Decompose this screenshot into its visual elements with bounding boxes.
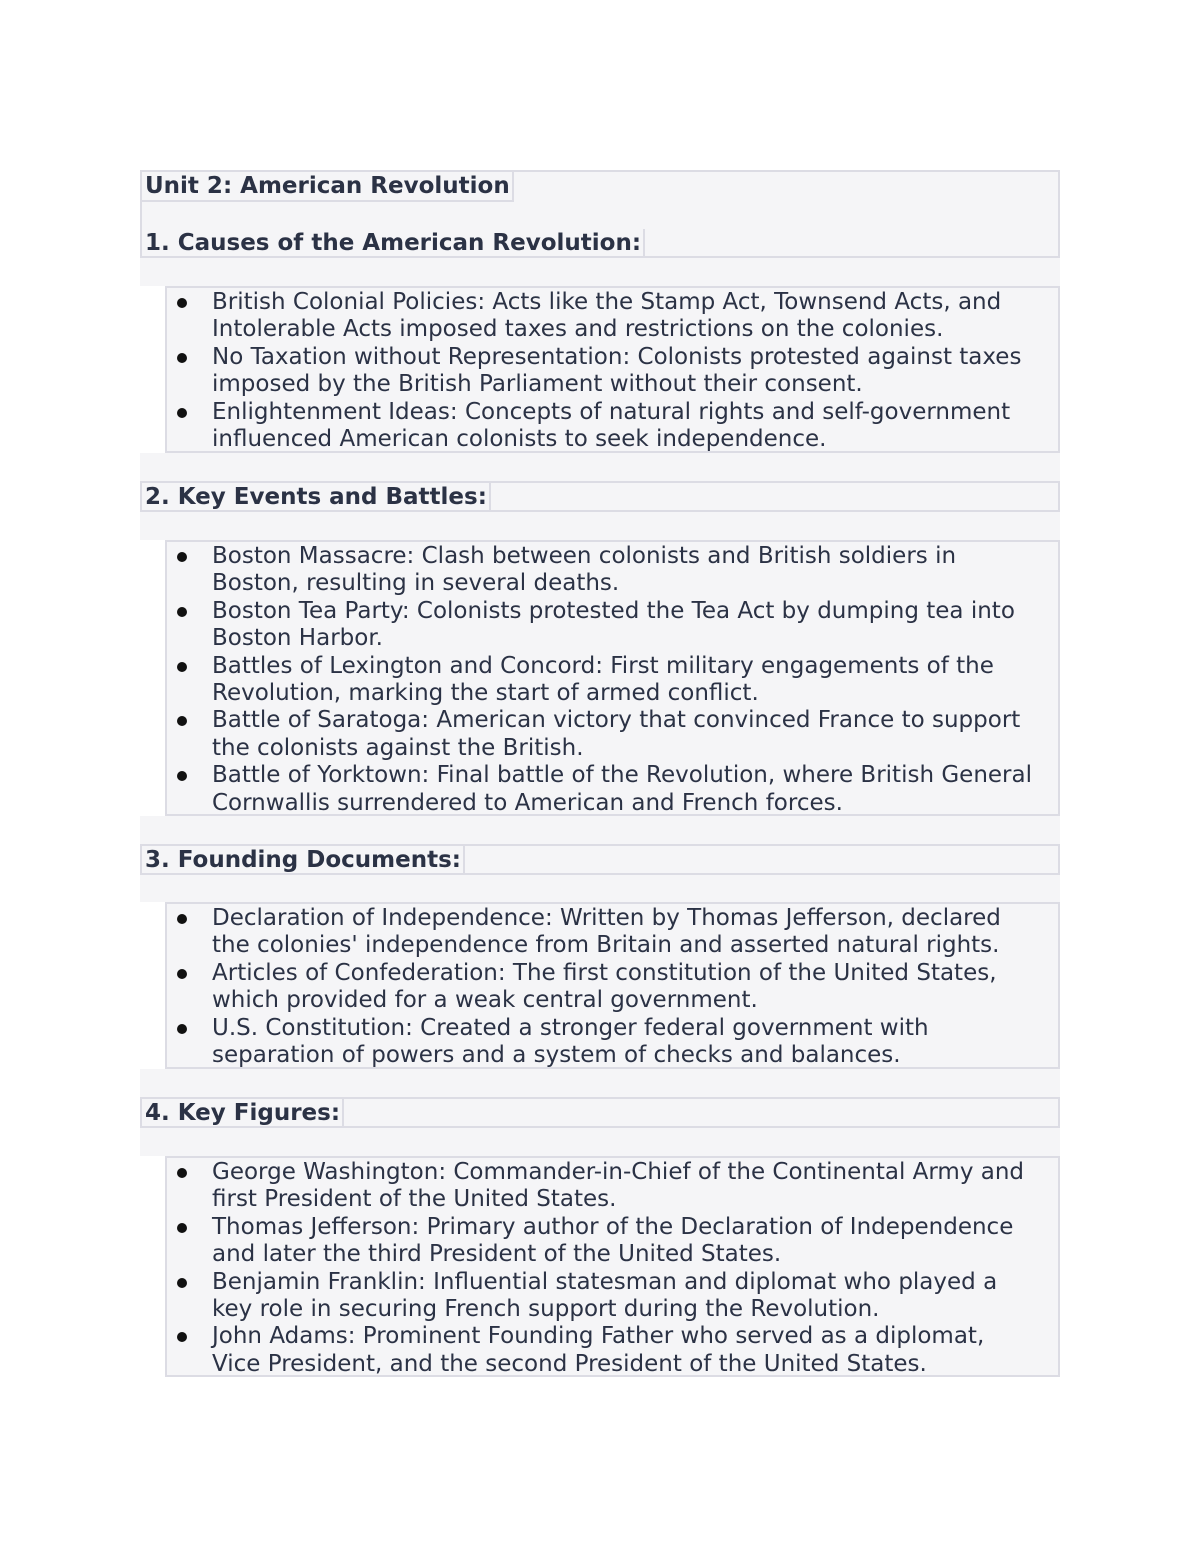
bullet-icon	[177, 771, 187, 781]
document-title: Unit 2: American Revolution	[142, 172, 514, 202]
list-item-line: U.S. Constitution: Created a stronger federal government with	[212, 1014, 929, 1041]
spacer-band	[140, 875, 1060, 902]
list-item	[167, 344, 1058, 399]
list-item	[167, 707, 1058, 762]
section-heading-documents: 3. Founding Documents:	[142, 846, 465, 876]
spacer-band	[140, 453, 1060, 481]
section-heading-events: 2. Key Events and Battles:	[142, 483, 491, 513]
list-item	[167, 653, 1058, 708]
list-item-line: Articles of Confederation: The first constitution of the United States,	[212, 959, 997, 986]
list-item-line: Boston Massacre: Clash between colonists and British soldiers in	[212, 543, 957, 569]
bullet-icon	[177, 914, 187, 924]
list-item-line: the colonists against the British.	[212, 734, 584, 761]
list-item-line: the colonies' independence from Britain and asserted natural rights.	[212, 932, 1000, 959]
list-item	[167, 598, 1058, 653]
spacer-band	[140, 512, 1060, 540]
list-item-line: Boston, resulting in several deaths.	[212, 570, 620, 597]
list-item-line: Enlightenment Ideas: Concepts of natural rights and self-government	[212, 398, 1011, 425]
list-item	[167, 1269, 1058, 1324]
list-item-line: Battle of Saratoga: American victory that convinced France to support	[212, 707, 1021, 734]
list-item	[167, 1015, 1058, 1070]
list-item-line: which provided for a weak central government.	[212, 987, 758, 1014]
spacer-band	[140, 258, 1060, 286]
bullet-icon	[177, 1024, 187, 1034]
bullet-icon	[177, 662, 187, 672]
list-item-line: Boston Harbor.	[212, 625, 383, 652]
list-item-line: Cornwallis surrendered to American and French forces.	[212, 789, 843, 816]
list-item	[167, 1323, 1058, 1378]
section-heading-row	[140, 844, 1060, 875]
list-item-line: Benjamin Franklin: Influential statesman and diplomat who played a	[212, 1268, 998, 1295]
list-item-line: influenced American colonists to seek independence.	[212, 426, 827, 453]
list-item	[167, 399, 1058, 454]
bullet-icon	[177, 1332, 187, 1342]
list-item-line: Thomas Jefferson: Primary author of the Declaration of Independence	[212, 1213, 1014, 1240]
list-item-line: imposed by the British Parliament without their consent.	[212, 371, 863, 398]
spacer-band	[140, 1128, 1060, 1156]
list-item-line: No Taxation without Representation: Colonists protested against taxes	[212, 343, 1022, 370]
list-item	[167, 762, 1058, 817]
section-heading-figures: 4. Key Figures:	[142, 1099, 344, 1129]
list-item-line: Battles of Lexington and Concord: First military engagements of the	[212, 652, 994, 679]
list-item-line: key role in securing French support during the Revolution.	[212, 1296, 880, 1323]
list-item-line: Revolution, marking the start of armed conflict.	[212, 680, 759, 707]
section-heading-row	[140, 1097, 1060, 1128]
bullet-icon	[177, 1278, 187, 1288]
list-item-line: separation of powers and a system of checks and balances.	[212, 1042, 901, 1069]
bullet-icon	[177, 969, 187, 979]
spacer-band	[140, 1069, 1060, 1097]
list-item-line: Declaration of Independence: Written by Thomas Jefferson, declared	[212, 905, 1001, 931]
list-item	[167, 1159, 1058, 1214]
spacer-band	[140, 816, 1060, 844]
bullet-icon	[177, 607, 187, 617]
list-item-line: Battle of Yorktown: Final battle of the Revolution, where British General	[212, 762, 1032, 789]
list-item	[167, 1214, 1058, 1269]
bullet-icon	[177, 1168, 187, 1178]
figures-list	[165, 1156, 1060, 1377]
list-item	[167, 905, 1058, 960]
bullet-icon	[177, 353, 187, 363]
list-item-line: first President of the United States.	[212, 1186, 617, 1213]
section-heading-causes: 1. Causes of the American Revolution:	[142, 229, 645, 259]
list-item-line: George Washington: Commander-in-Chief of the Continental Army and	[212, 1159, 1025, 1185]
bullet-icon	[177, 1223, 187, 1233]
bullet-icon	[177, 716, 187, 726]
causes-list	[165, 286, 1060, 453]
list-item-line: John Adams: Prominent Founding Father who served as a diplomat,	[212, 1323, 985, 1350]
list-item	[167, 960, 1058, 1015]
bullet-icon	[177, 298, 187, 308]
events-list	[165, 540, 1060, 816]
list-item-line: Intolerable Acts imposed taxes and restrictions on the colonies.	[212, 316, 944, 343]
bullet-icon	[177, 408, 187, 418]
bullet-icon	[177, 552, 187, 562]
title-block	[140, 170, 1060, 258]
list-item	[167, 543, 1058, 598]
list-item-line: Boston Tea Party: Colonists protested the Tea Act by dumping tea into	[212, 597, 1015, 624]
list-item-line: and later the third President of the United States.	[212, 1241, 782, 1268]
section-heading-row	[140, 481, 1060, 512]
list-item-line: Vice President, and the second President of the United States.	[212, 1350, 927, 1377]
list-item-line: British Colonial Policies: Acts like the Stamp Act, Townsend Acts, and	[212, 289, 1002, 315]
documents-list	[165, 902, 1060, 1069]
list-item	[167, 289, 1058, 344]
